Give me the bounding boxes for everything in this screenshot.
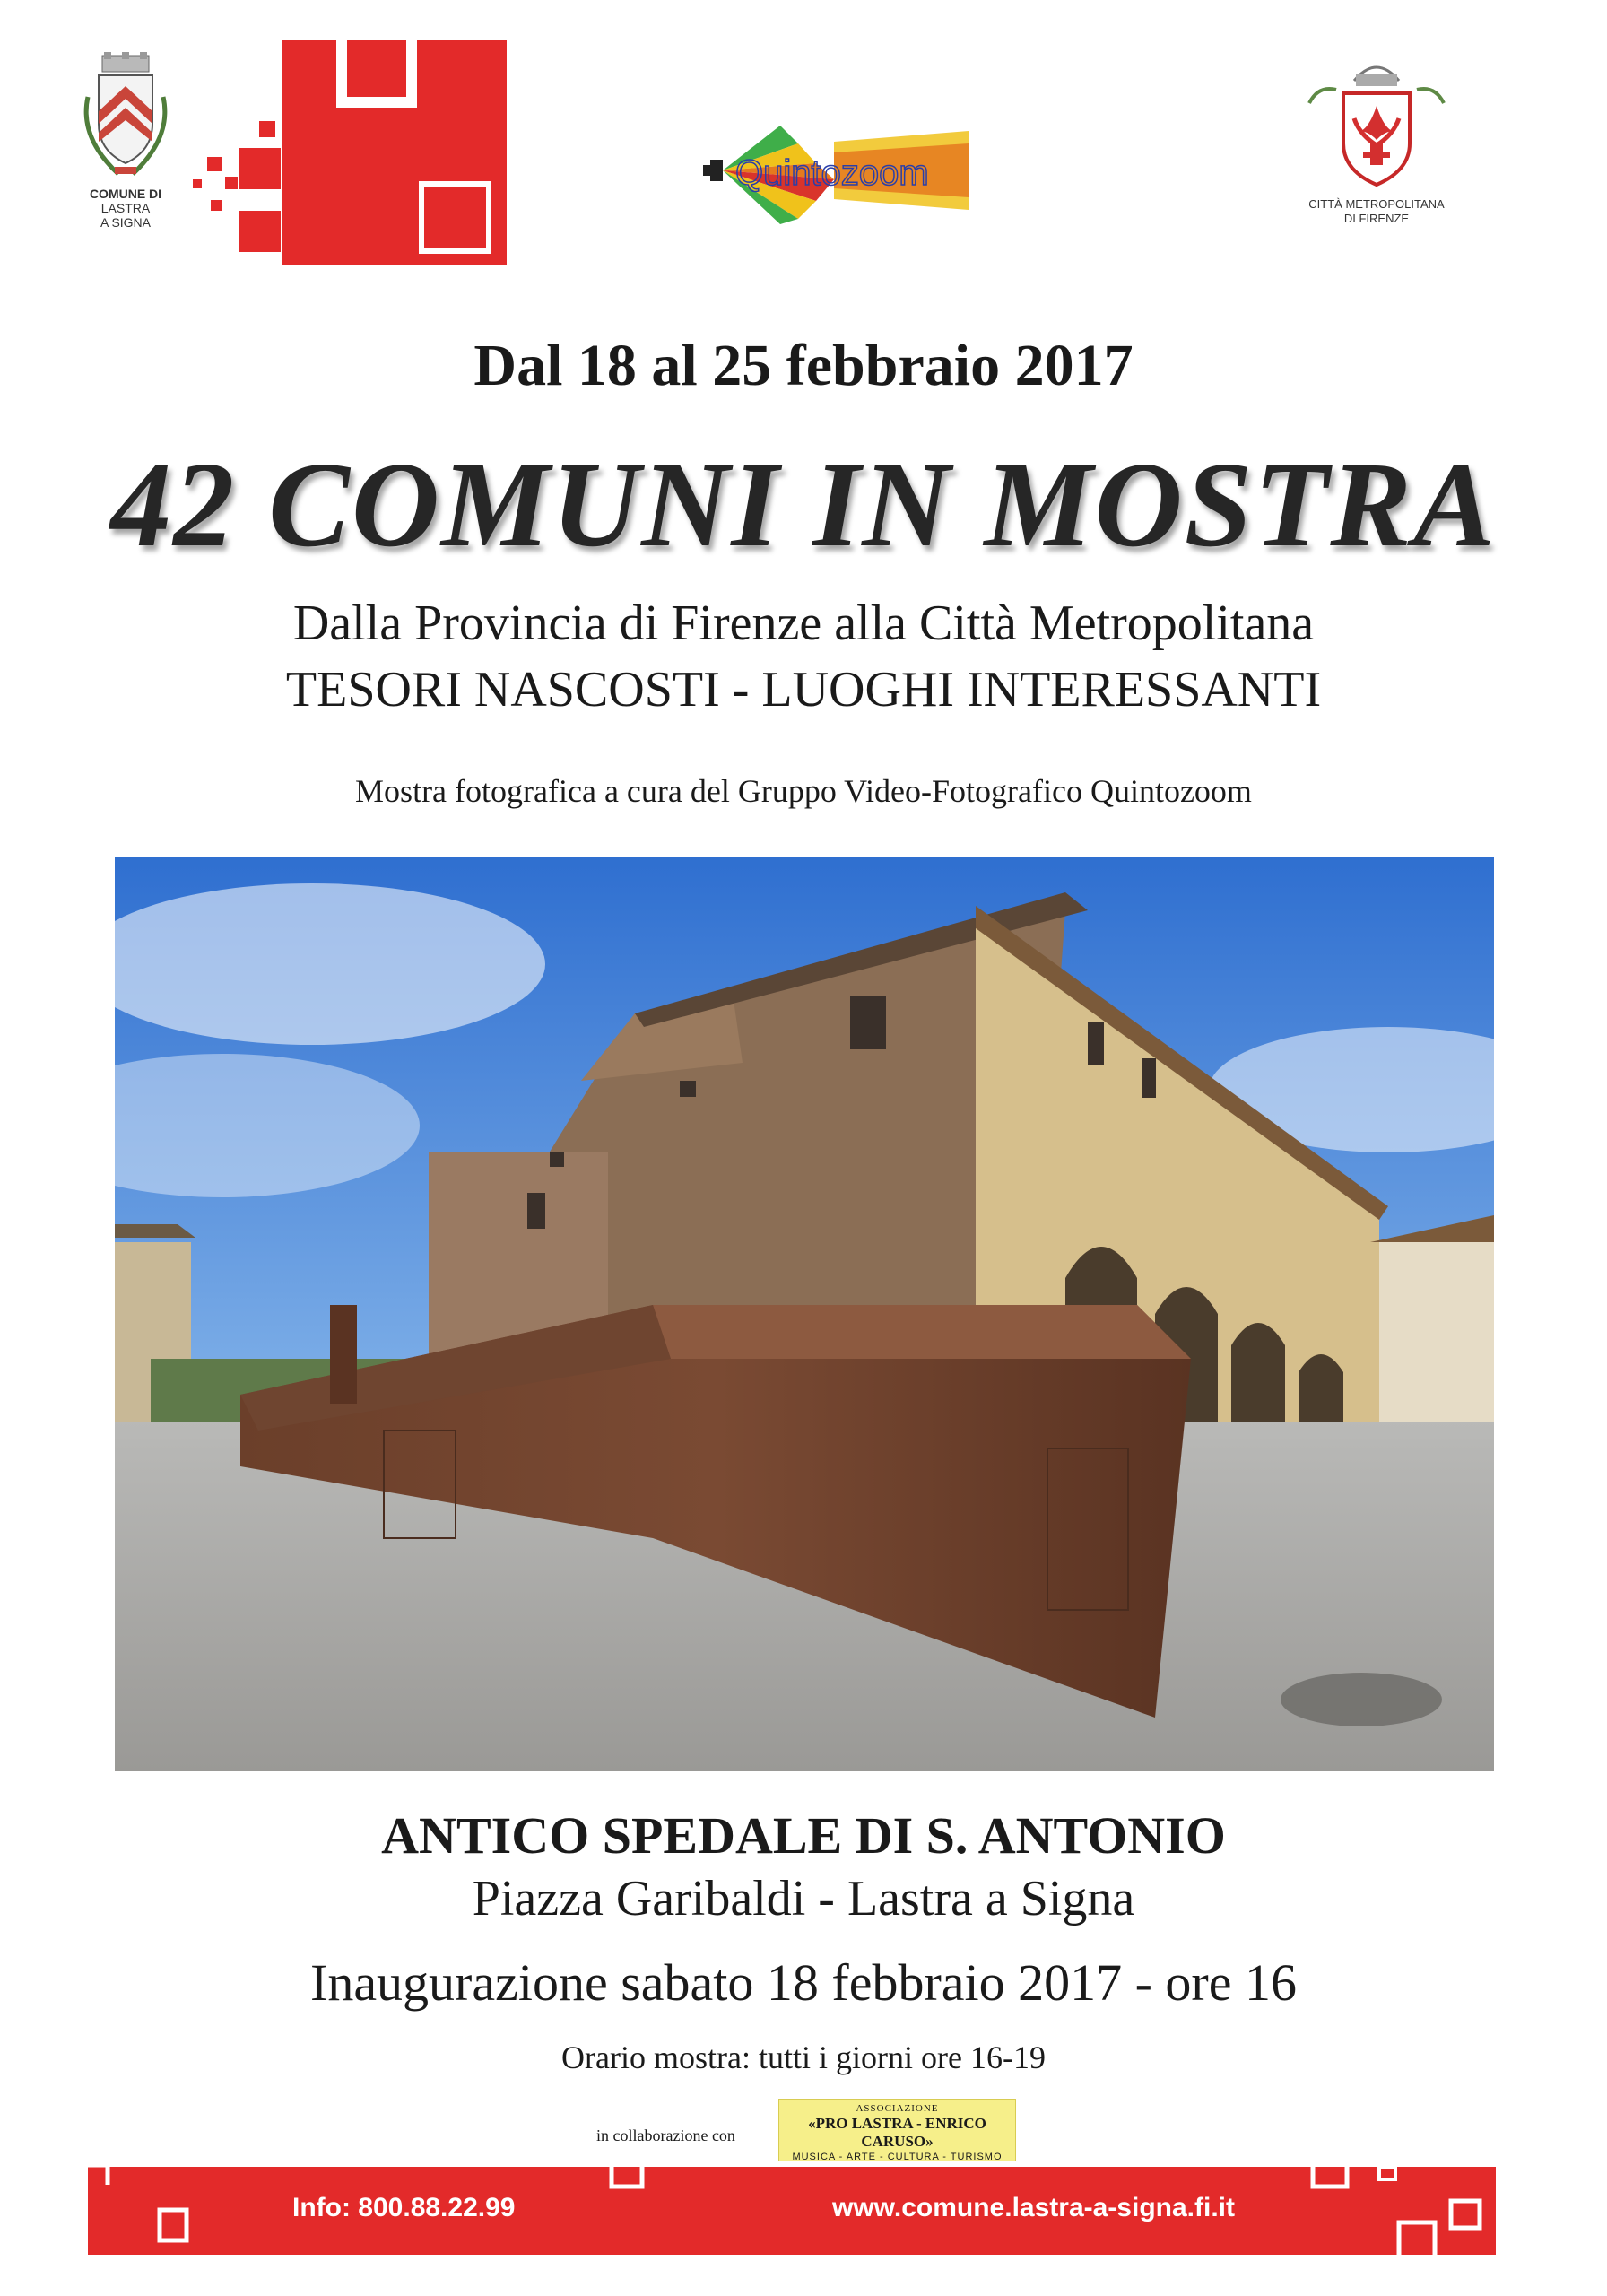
logo-lastra-line3: A SIGNA <box>100 215 152 230</box>
subtitle-province: Dalla Provincia di Firenze alla Città Metropolitana <box>292 596 1315 651</box>
logo-lastra-line1: COMUNE DI <box>89 187 162 201</box>
logo-metro-line2: DI FIRENZE <box>1343 212 1410 225</box>
partner-line2: «PRO LASTRA - ENRICO CARUSO» <box>808 2115 986 2150</box>
crest-icon <box>72 52 179 187</box>
logo-lastra-a-signa <box>72 52 179 240</box>
partner-logo-pro-lastra <box>778 2099 1016 2161</box>
red-block-graphic <box>193 40 507 265</box>
subtitle-treasures: TESORI NASCOSTI - LUOGHI INTERESSANTI <box>285 662 1322 718</box>
footer-bar <box>88 2167 1496 2255</box>
venue-address: Piazza Garibaldi - Lastra a Signa <box>472 1871 1135 1926</box>
opening-hours: Orario mostra: tutti i giorni ore 16-19 <box>561 2039 1046 2075</box>
camera-icon <box>699 126 1094 224</box>
curator-credit: Mostra fotografica a cura del Gruppo Video-Fotografico Quintozoom <box>355 773 1252 809</box>
exhibition-photo <box>115 857 1494 1771</box>
partner-line3: MUSICA - ARTE - CULTURA - TURISMO <box>792 2152 1003 2162</box>
website-link[interactable]: www.comune.lastra-a-signa.fi.it <box>832 2193 1235 2222</box>
quintozoom-wordmark: Quintozoom <box>735 153 929 193</box>
date-range: Dal 18 al 25 febbraio 2017 <box>473 333 1134 398</box>
collaboration-row <box>0 2097 1607 2163</box>
pixel-block-icon <box>193 40 507 265</box>
logo-quintozoom <box>699 126 1094 224</box>
venue-name: ANTICO SPEDALE DI S. ANTONIO <box>381 1806 1226 1865</box>
page-title: 42 COMUNI IN MOSTRA <box>110 438 1497 572</box>
collaboration-label: in collaborazione con <box>596 2126 735 2144</box>
logo-lastra-line2: LASTRA <box>100 201 151 215</box>
partner-line1: ASSOCIAZIONE <box>856 2103 939 2114</box>
florence-lily-crest-icon <box>1291 54 1462 193</box>
building-photo-illustration <box>115 857 1494 1771</box>
logo-citta-metropolitana <box>1291 54 1462 233</box>
logo-metro-line1: CITTÀ METROPOLITANA <box>1308 197 1445 211</box>
info-phone: Info: 800.88.22.99 <box>292 2193 516 2222</box>
inauguration-date: Inaugurazione sabato 18 febbraio 2017 - ore 16 <box>310 1953 1297 2012</box>
